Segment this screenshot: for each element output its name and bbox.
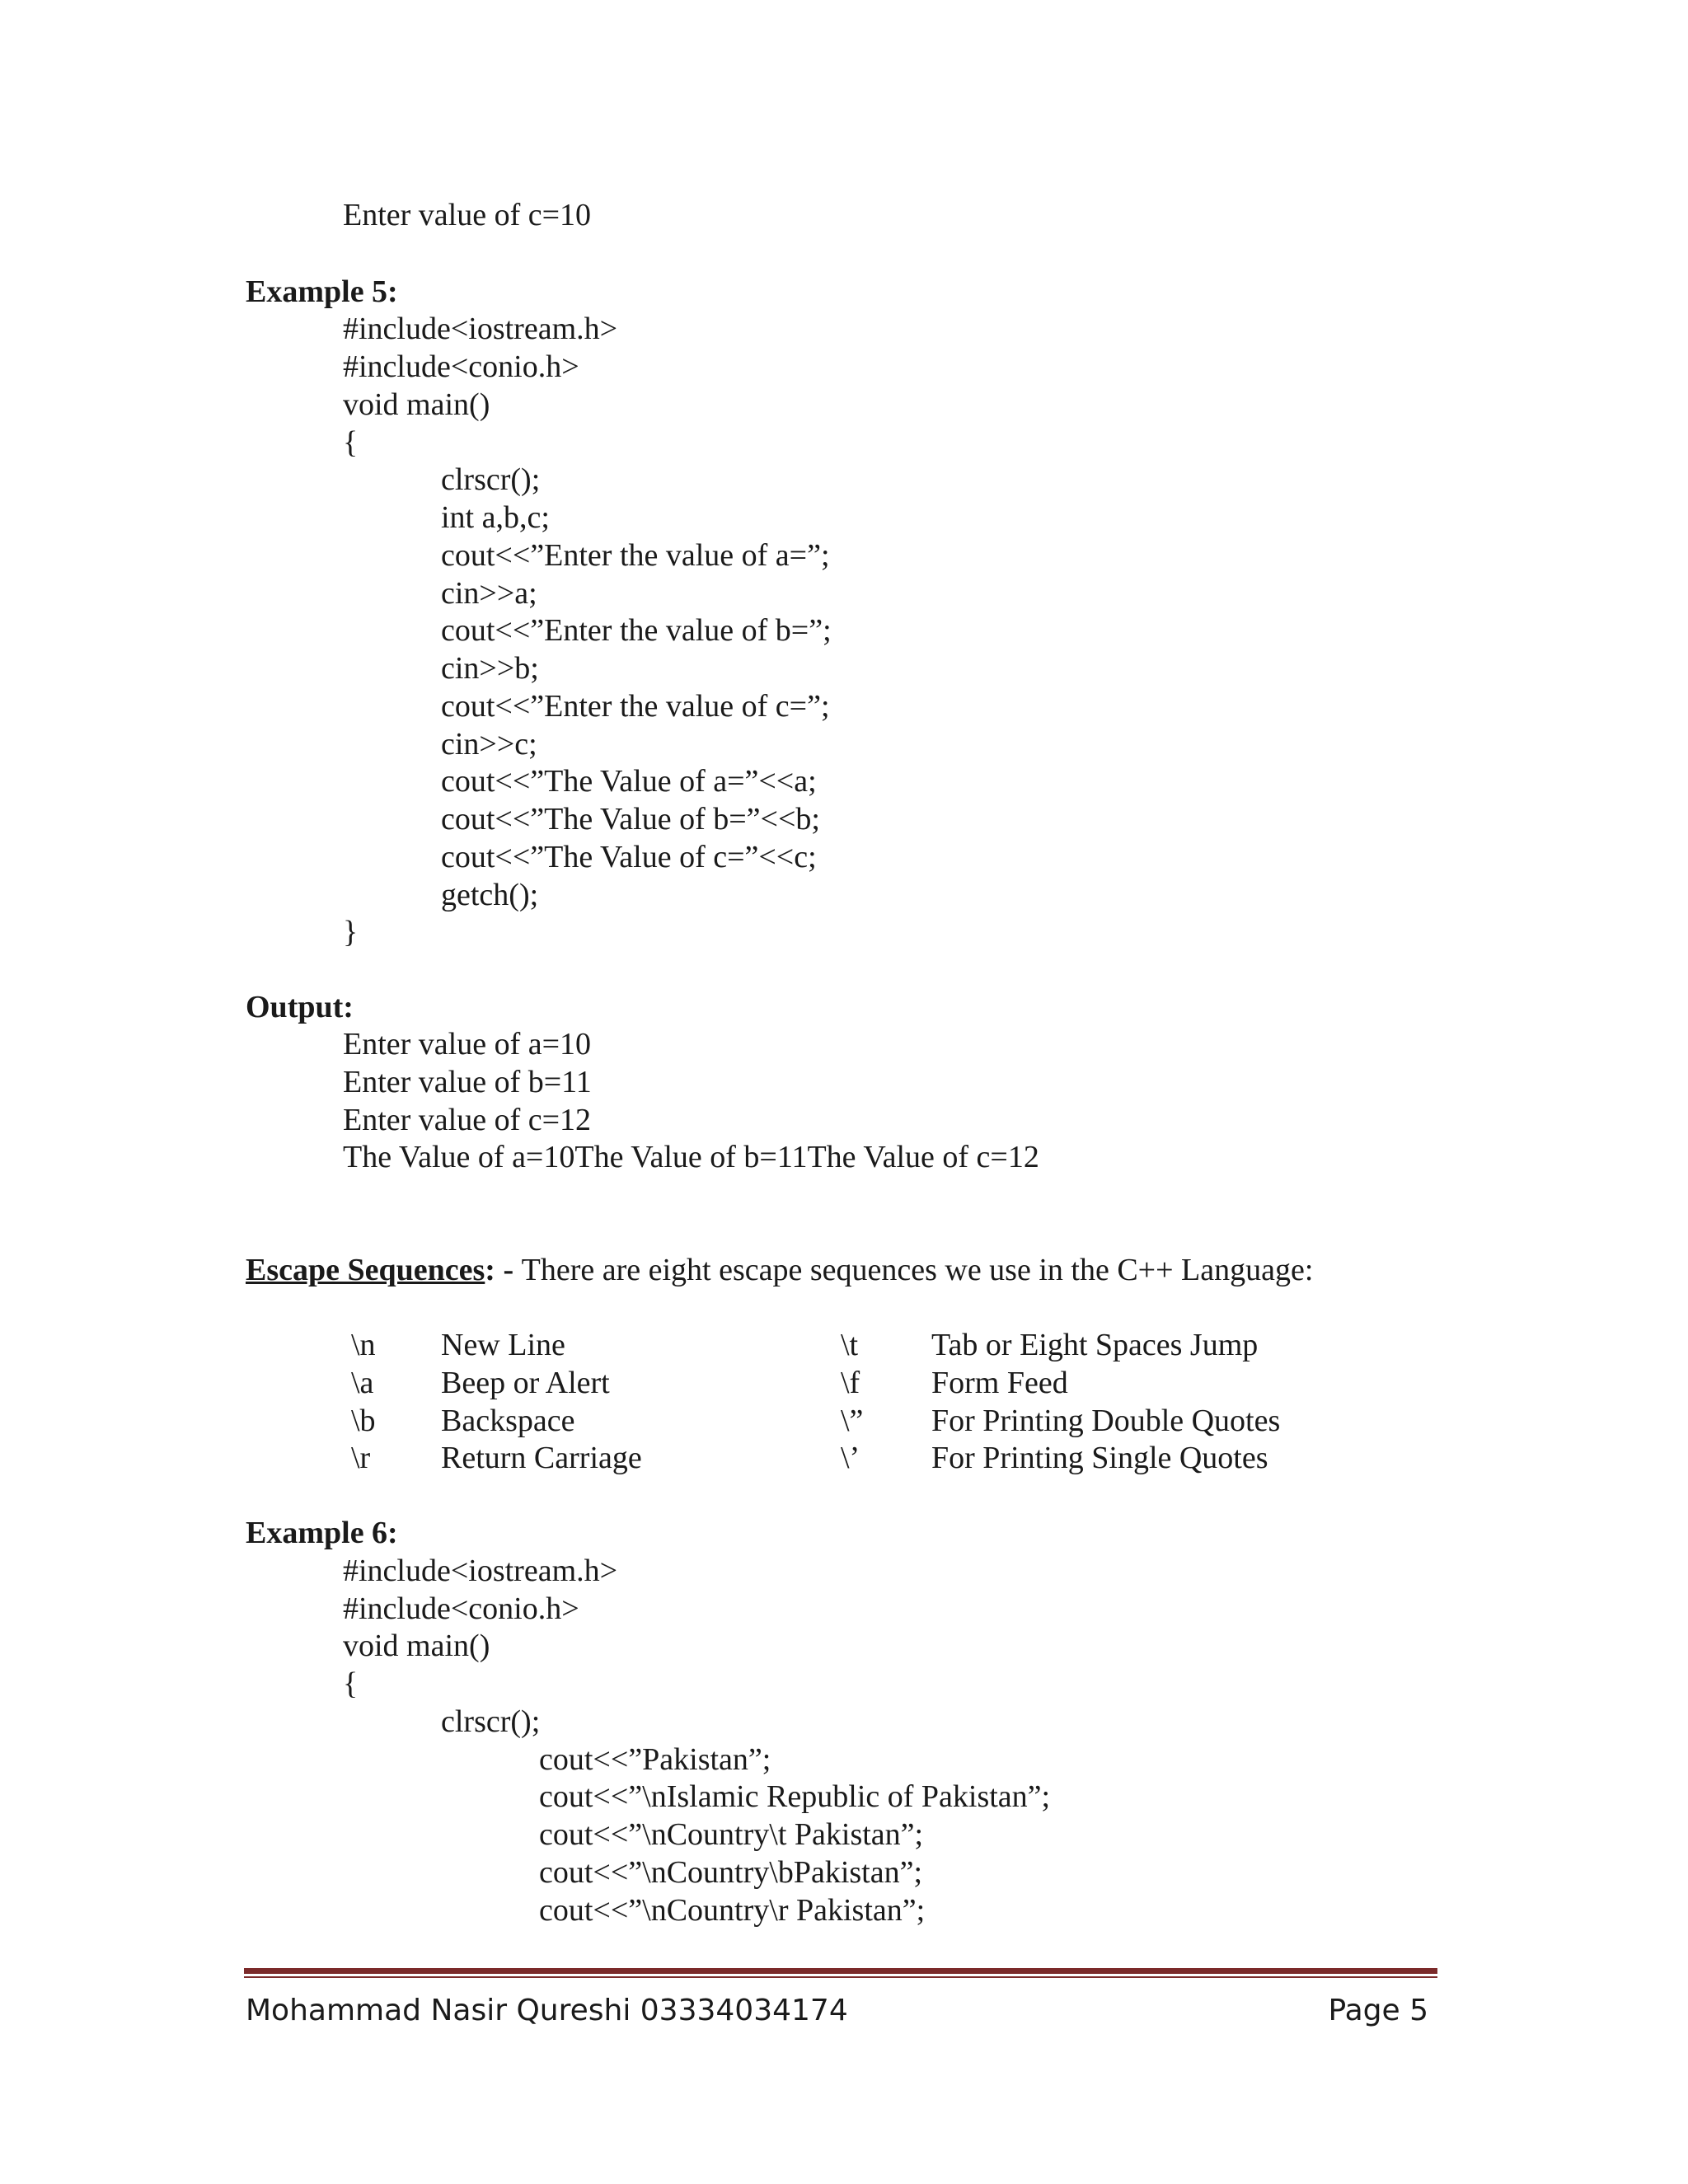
escape-code: \t [841, 1328, 859, 1362]
page-number: Page 5 [1328, 1994, 1428, 2027]
code-line: cout<<”The Value of c=”<<c; [441, 840, 817, 874]
code-line: void main() [343, 387, 490, 422]
code-line: cout<<”Enter the value of a=”; [441, 538, 830, 573]
code-line: clrscr(); [441, 462, 541, 497]
escape-description: For Printing Single Quotes [931, 1441, 1268, 1475]
code-line: cout<<”\nCountry\bPakistan”; [539, 1855, 923, 1890]
escape-description: Return Carriage [441, 1441, 642, 1475]
output-line: Enter value of c=12 [343, 1103, 592, 1137]
code-line: cout<<”Enter the value of c=”; [441, 689, 830, 724]
escape-sequences-description: There are eight escape sequences we use in the C++ Language: [521, 1253, 1314, 1287]
footer-rule-thick [244, 1968, 1437, 1974]
code-line: cout<<”Pakistan”; [539, 1742, 771, 1777]
output-heading: Output: [246, 990, 354, 1024]
code-line: cout<<”\nCountry\t Pakistan”; [539, 1817, 924, 1852]
output-line: Enter value of b=11 [343, 1065, 592, 1099]
escape-description: Form Feed [931, 1366, 1068, 1400]
code-line: cin>>a; [441, 576, 537, 611]
code-line: int a,b,c; [441, 500, 550, 535]
escape-heading-colon: : [485, 1253, 495, 1287]
escape-description: Backspace [441, 1404, 575, 1438]
code-line: } [343, 915, 359, 949]
escape-code: \n [351, 1328, 376, 1362]
code-line: cout<<”The Value of b=”<<b; [441, 802, 820, 837]
code-line: cin>>b; [441, 651, 539, 686]
escape-code: \a [351, 1366, 374, 1400]
example-5-heading: Example 5: [246, 274, 398, 309]
footer-rule-thin [244, 1976, 1437, 1978]
escape-description: Tab or Eight Spaces Jump [931, 1328, 1259, 1362]
previous-output-line: Enter value of c=10 [343, 198, 592, 232]
code-line: #include<iostream.h> [343, 1554, 618, 1588]
example-6-heading: Example 6: [246, 1516, 398, 1550]
code-line: cout<<”\nIslamic Republic of Pakistan”; [539, 1779, 1051, 1814]
escape-description: Beep or Alert [441, 1366, 610, 1400]
escape-code: \’ [841, 1441, 860, 1475]
code-line: #include<conio.h> [343, 349, 579, 384]
escape-code: \f [841, 1366, 860, 1400]
code-line: clrscr(); [441, 1704, 541, 1739]
escape-sequences-heading: Escape Sequences [246, 1253, 485, 1287]
code-line: cout<<”The Value of a=”<<a; [441, 764, 817, 799]
code-line: { [343, 1666, 359, 1701]
code-line: cout<<”\nCountry\r Pakistan”; [539, 1893, 926, 1928]
code-line: cout<<”Enter the value of b=”; [441, 613, 832, 648]
code-line: getch(); [441, 878, 539, 912]
code-line: #include<conio.h> [343, 1591, 579, 1626]
code-line: #include<iostream.h> [343, 312, 618, 346]
code-line: { [343, 425, 359, 460]
escape-code: \b [351, 1404, 376, 1438]
escape-description: New Line [441, 1328, 565, 1362]
code-line: void main() [343, 1629, 490, 1663]
escape-heading-dash: - [495, 1253, 522, 1287]
output-line: The Value of a=10The Value of b=11The Value of c=12 [343, 1140, 1039, 1174]
escape-code: \r [351, 1441, 371, 1475]
escape-code: \” [841, 1404, 864, 1438]
escape-description: For Printing Double Quotes [931, 1404, 1281, 1438]
escape-sequences-intro [246, 1251, 1313, 1289]
footer-author: Mohammad Nasir Qureshi 03334034174 [246, 1994, 848, 2027]
output-line: Enter value of a=10 [343, 1027, 592, 1062]
code-line: cin>>c; [441, 727, 537, 762]
